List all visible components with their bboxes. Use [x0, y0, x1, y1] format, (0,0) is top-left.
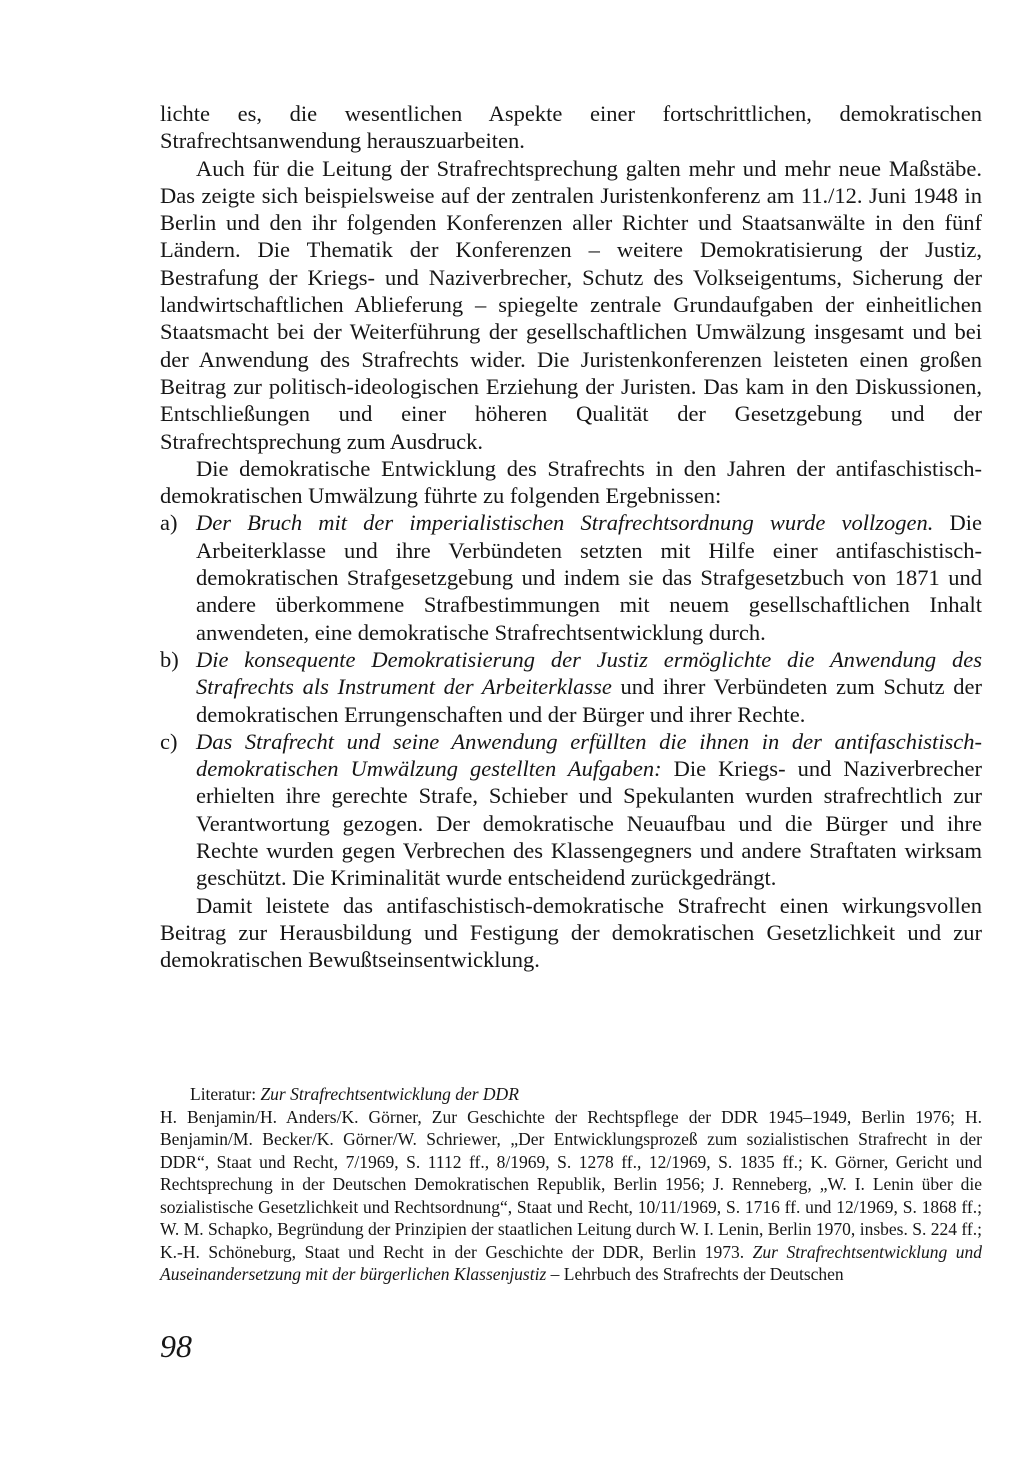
- references-text: [160, 1106, 982, 1286]
- references-emphasis: Zur Strafrechtsentwicklung und Auseinandersetzung mit der bürgerlichen Klassenjustiz: [160, 1241, 982, 1284]
- body-text: [160, 100, 982, 974]
- paragraph-4: Damit leistete das antifaschistisch-demokratische Strafrecht einen wirkungsvollen Beitrag zur Herausbildung und Festigung der demokratischen Gesetzlichkeit und zur demokratischen Bewußtseinsentwicklung.: [160, 892, 982, 973]
- list-emphasis: Die konsequente Demokratisierung der Justiz ermöglichte die Anwendung des Strafrechts als Instrument der Arbeiterklasse: [196, 646, 982, 700]
- references-part-2: – Lehrbuch des Strafrechts der Deutschen: [546, 1264, 844, 1284]
- references-heading-title: Zur Strafrechtsentwicklung der DDR: [260, 1084, 519, 1104]
- paragraph-2: Auch für die Leitung der Strafrechtsprechung galten mehr und mehr neue Maßstäbe. Das zeigte sich beispielsweise auf der zentralen Juristenkonferenz am 11./12. Juni 1948 in Berlin und den ihr folgenden Konferenzen aller Richter und Staatsanwälte in den fünf Ländern. Die Thematik der Konferenzen – weitere Demokratisierung der Justiz, Bestrafung der Kriegs- und Naziverbrecher, Schutz des Volkseigentums, Sicherung der landwirtschaftlichen Ablieferung – spiegelte zentrale Grundaufgaben der einheitlichen Staatsmacht bei der Weiterführung der gesellschaftlichen Umwälzung insgesamt und bei der Anwendung des Strafrechts wider. Die Juristenkonferenzen leisteten einen großen Beitrag zur politisch-ideologischen Erziehung der Juristen. Das kam in den Diskussionen, Entschließungen und einer höheren Qualität der Gesetzgebung und der Strafrechtsprechung zum Ausdruck.: [160, 155, 982, 454]
- list-emphasis: Das Strafrecht und seine Anwendung erfüllten die ihnen in der antifaschistisch-demokratischen Umwälzung gestellten Aufgaben:: [196, 728, 982, 782]
- references: [160, 1083, 982, 1286]
- list-label: c): [160, 728, 178, 754]
- list-emphasis: Der Bruch mit der imperialistischen Strafrechtsordnung wurde vollzogen.: [196, 510, 934, 536]
- list-text: [196, 509, 982, 645]
- page-number: 98: [160, 1328, 192, 1364]
- references-heading: [160, 1083, 982, 1106]
- list-text: [196, 728, 982, 892]
- list-item-a: [160, 509, 982, 645]
- paragraph-1: lichte es, die wesentlichen Aspekte einer fortschrittlichen, demokratischen Strafrechtsanwendung herauszuarbeiten.: [160, 101, 982, 154]
- references-heading-prefix: Literatur:: [190, 1084, 261, 1104]
- list-body: und ihrer Verbündeten zum Schutz der demokratischen Errungenschaften und der Bürger und ihrer Rechte.: [196, 674, 983, 727]
- list-body: Die Arbeiterklasse und ihre Verbündeten setzten mit Hilfe einer antifaschistisch-demokratischen Strafgesetzgebung und indem sie das Strafgesetzbuch von 1871 und andere überkommene Strafbestimmungen mit neuem gesellschaftlichen Inhalt anwendeten, eine demokratische Strafrechtsentwicklung durch.: [196, 510, 982, 645]
- paragraph-3: Die demokratische Entwicklung des Strafrechts in den Jahren der antifaschistisch-demokratischen Umwälzung führte zu folgenden Ergebnissen:: [160, 455, 982, 509]
- list-item-c: [160, 728, 982, 892]
- list-text: [196, 646, 982, 728]
- list-label: a): [160, 510, 178, 536]
- list-body: Die Kriegs- und Naziverbrecher erhielten ihre gerechte Strafe, Schieber und Spekulanten wurden strafrechtlich zur Verantwortung gezogen. Der demokratische Neuaufbau und die Bürger und ihre Rechte wurden gegen Verbrechen des Klassengegners und andere Straftaten wirksam geschützt. Die Kriminalität wurde entscheidend zurückgedrängt.: [196, 756, 982, 891]
- references-part-1: H. Benjamin/H. Anders/K. Görner, Zur Geschichte der Rechtspflege der DDR 1945–1949, Berlin 1976; H. Benjamin/M. Becker/K. Görner/W. Schriewer, „Der Entwicklungsprozeß zum sozialistischen Strafrecht in der DDR“, Staat und Recht, 7/1969, S. 1112 ff., 8/1969, S. 1278 ff., 12/1969, S. 1835 ff.; K. Görner, Gericht und Rechtsprechung in der Deutschen Demokratischen Republik, Berlin 1956; J. Renneberg, „W. I. Lenin über die sozialistische Gesetzlichkeit und Rechtsordnung“, Staat und Recht, 10/11/1969, S. 1716 ff. und 12/1969, S. 1868 ff.; W. M. Schapko, Begründung der Prinzipien der staatlichen Leitung durch W. I. Lenin, Berlin 1970, insbes. S. 224 ff.; K.-H. Schöneburg, Staat und Recht in der Geschichte der DDR, Berlin 1973.: [160, 1106, 982, 1262]
- list-item-b: [160, 646, 982, 728]
- list-label: b): [160, 646, 179, 672]
